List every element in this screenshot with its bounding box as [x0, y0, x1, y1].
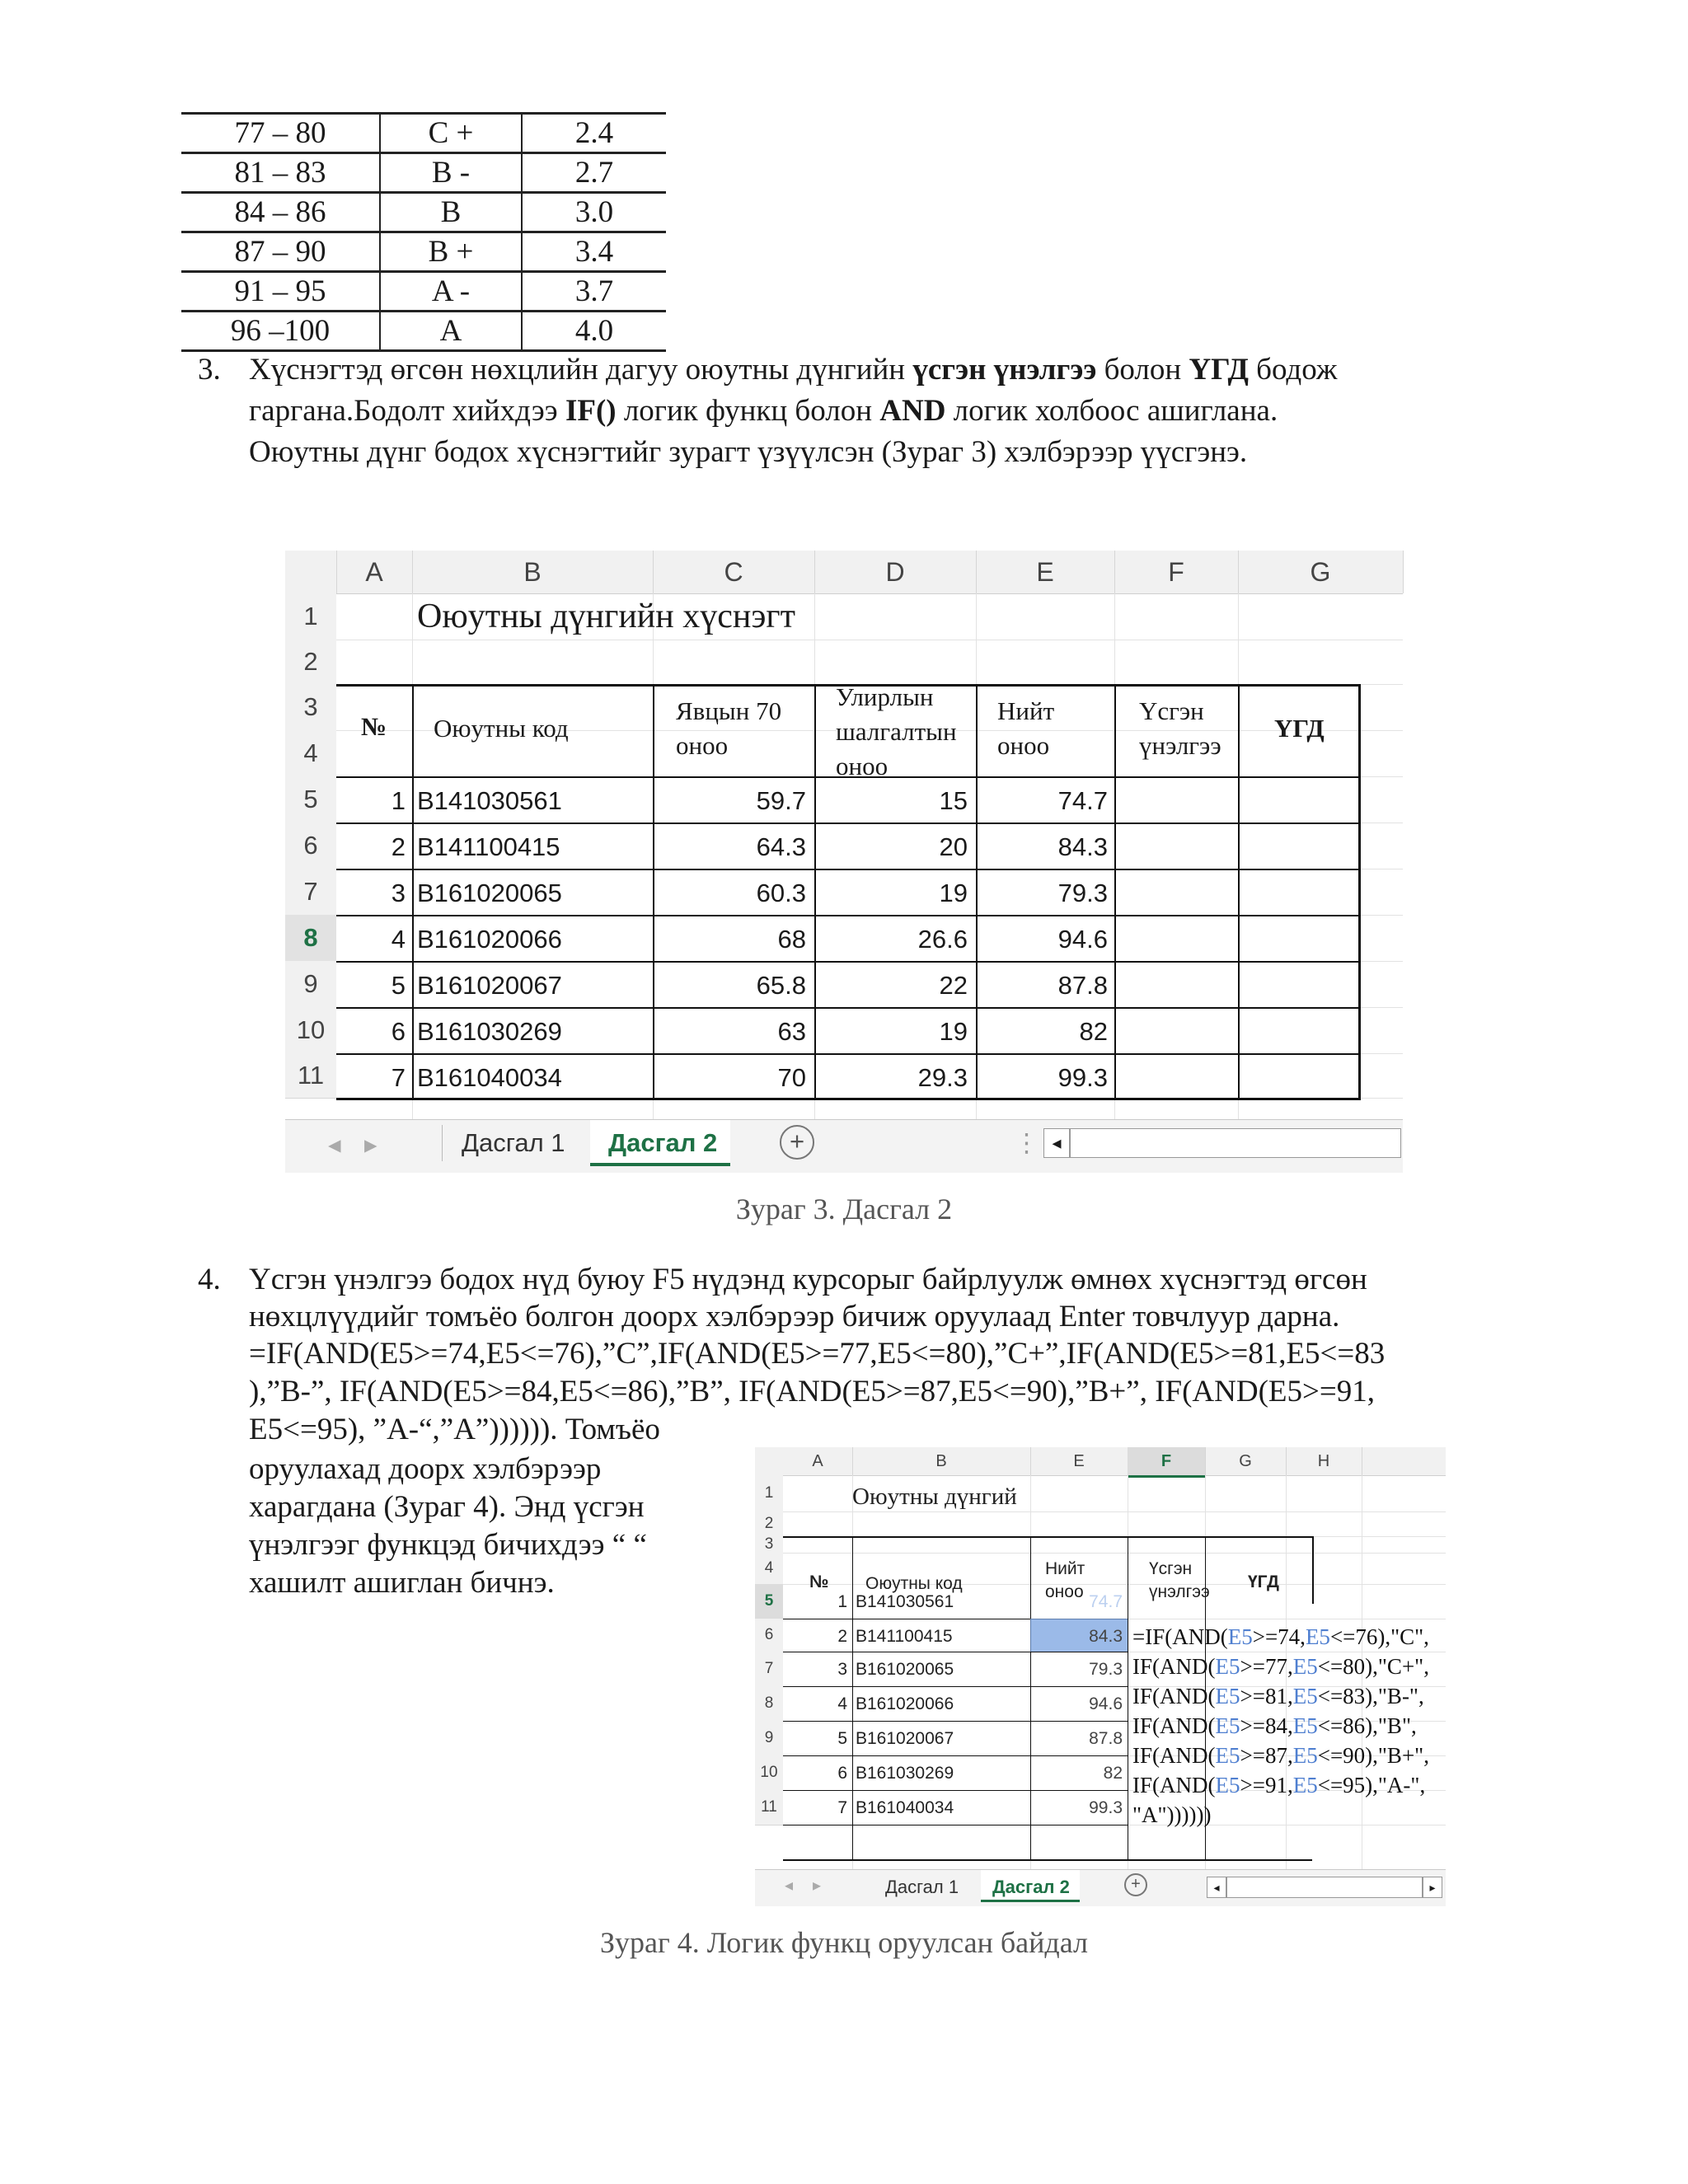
grade-cell: A: [380, 312, 522, 351]
formula-text: >=81,: [1240, 1684, 1293, 1708]
table-hline: [783, 1790, 1128, 1791]
cell-exam[interactable]: 29.3: [917, 1063, 968, 1092]
row-header-1[interactable]: 1: [285, 593, 336, 640]
row-header-4[interactable]: 4: [285, 730, 336, 777]
s2-header-code: Оюутны код: [865, 1574, 963, 1593]
cell-total[interactable]: 99.3: [1057, 1063, 1108, 1092]
cell-attendance[interactable]: 70: [777, 1063, 806, 1092]
grid-hline: [783, 1553, 1446, 1554]
grade-row: [181, 153, 666, 193]
cell-total[interactable]: 94.6: [1057, 925, 1108, 954]
column-header-e[interactable]: E: [1030, 1447, 1128, 1475]
cell-total[interactable]: 94.6: [1089, 1694, 1123, 1713]
formula-cell-ref: E5: [1215, 1743, 1240, 1768]
cell-total[interactable]: 79.3: [1057, 879, 1108, 907]
table-border-bottom: [783, 1859, 1312, 1861]
formula-text: >=74,: [1252, 1624, 1306, 1649]
grade-row: [181, 114, 666, 153]
formula-text: IF(AND(: [1132, 1713, 1216, 1738]
cell-exam[interactable]: 20: [939, 832, 968, 861]
grade-row: [181, 312, 666, 351]
item4-line3: =IF(AND(E5>=74,E5<=76),”C”,IF(AND(E5>=77,E5<=80),”C+”,IF(AND(E5>=81,E5<=83: [249, 1337, 1386, 1371]
item4-line9: хашилт ашиглан бичнэ.: [249, 1566, 555, 1600]
item4-line4: ),”B-”, IF(AND(E5>=84,E5<=86),”B”, IF(AND(E5>=87,E5<=90),”B+”, IF(AND(E5>=91,: [249, 1375, 1376, 1408]
cell-number[interactable]: 5: [391, 971, 406, 1000]
grade-row: [181, 272, 666, 312]
cell-number[interactable]: 4: [837, 1694, 847, 1713]
row-header-8[interactable]: 8: [285, 915, 336, 962]
hscroll-left-icon[interactable]: ◂: [1043, 1128, 1070, 1158]
column-header-a[interactable]: A: [336, 551, 413, 593]
row-header-5[interactable]: 5: [285, 776, 336, 823]
formula-text: IF(AND(: [1132, 1654, 1216, 1679]
row-header-11[interactable]: 11: [755, 1790, 783, 1825]
formula-line: [1132, 1622, 1429, 1652]
item4-line8: үнэлгээг функцэд бичихдээ “ “: [249, 1528, 647, 1562]
row-header-10[interactable]: 10: [755, 1755, 783, 1791]
cell-total[interactable]: 74.7: [1089, 1592, 1123, 1611]
cell-number[interactable]: 6: [837, 1764, 847, 1783]
cell-total[interactable]: 99.3: [1089, 1798, 1123, 1817]
header-exam-3: оноо: [836, 752, 889, 780]
cell-number[interactable]: 3: [391, 879, 406, 907]
grade-cell: A -: [380, 272, 522, 312]
formula-line: [1132, 1741, 1429, 1770]
row-header-3[interactable]: 3: [285, 684, 336, 731]
header-attendance: Явцын 70 оноо: [676, 696, 782, 760]
cell-exam[interactable]: 15: [939, 786, 968, 815]
table-hline: [336, 1007, 1358, 1009]
cell-number[interactable]: 2: [837, 1627, 847, 1646]
column-header-g[interactable]: G: [1205, 1447, 1287, 1475]
item4-line2: нөхцлүүдийг томъёо болгон доорх хэлбэрээр бичиж оруулаад Enter товчлуур дарна.: [249, 1300, 1340, 1333]
figure4-spreadsheet: [755, 1447, 1446, 1909]
grade-cell: 87 – 90: [181, 232, 380, 272]
cell-total[interactable]: 82: [1079, 1017, 1108, 1046]
column-header-a[interactable]: A: [783, 1447, 853, 1475]
table-hline: [783, 1686, 1128, 1687]
table-hline: [336, 1053, 1358, 1055]
row-header-2[interactable]: 2: [285, 640, 336, 685]
column-header-f[interactable]: F: [1114, 551, 1239, 593]
cell-number[interactable]: 1: [391, 786, 406, 815]
formula-line: [1132, 1652, 1429, 1681]
formula-text: IF(AND(: [1132, 1773, 1216, 1797]
formula-text: IF(AND(: [1132, 1684, 1216, 1708]
grade-scale-table: [181, 112, 666, 352]
formula-cell-ref: E5: [1227, 1624, 1253, 1649]
item3-number: 3.: [198, 353, 221, 387]
cell-student-code[interactable]: B141030561: [856, 1592, 954, 1611]
formula-cell-ref: E5: [1215, 1773, 1240, 1797]
scroll-left-icon[interactable]: ◂: [328, 1130, 341, 1159]
cell-attendance[interactable]: 64.3: [756, 832, 806, 861]
cell-number[interactable]: 4: [391, 925, 406, 954]
cell-exam[interactable]: 22: [939, 971, 968, 1000]
cell-student-code[interactable]: B141100415: [856, 1627, 953, 1646]
cell-number[interactable]: 6: [391, 1017, 406, 1046]
header-gpa: ҮГД: [1274, 714, 1325, 743]
formula-text: "A")))))): [1132, 1802, 1212, 1827]
grade-cell: B +: [380, 232, 522, 272]
formula-cell-ref: E5: [1215, 1713, 1240, 1738]
grade-cell: 3.0: [522, 193, 666, 232]
add-sheet-icon[interactable]: +: [780, 1125, 814, 1160]
cell-student-code[interactable]: B161020067: [417, 971, 562, 1000]
cell-student-code[interactable]: B161040034: [856, 1798, 954, 1817]
s2-scroll-left-icon[interactable]: ◂: [785, 1877, 794, 1895]
cell-student-code[interactable]: B141030561: [417, 786, 562, 815]
cell-attendance[interactable]: 60.3: [756, 879, 806, 907]
formula-line: [1132, 1800, 1212, 1830]
grid-hline: [783, 1511, 1446, 1512]
formula-text: <=95),"A-",: [1317, 1773, 1426, 1797]
item4-line1: Үсгэн үнэлгээ бодох нүд буюу F5 нүдэнд курсорыг байрлуулж өмнөх хүснэгтэд өгсөн: [249, 1263, 1367, 1296]
formula-text: >=77,: [1240, 1654, 1293, 1679]
tab-dasgal-2[interactable]: Дасгал 2: [608, 1128, 718, 1157]
item4-line5: E5<=95), ”A-“,”A”)))))). Томъёо: [249, 1413, 660, 1446]
column-header-c[interactable]: C: [653, 551, 815, 593]
grade-cell: B -: [380, 153, 522, 193]
row-header-5[interactable]: 5: [755, 1584, 783, 1619]
row-header-8[interactable]: 8: [755, 1686, 783, 1722]
row-header-7[interactable]: 7: [285, 869, 336, 916]
formula-text: =IF(AND(: [1132, 1624, 1228, 1649]
grade-cell: 77 – 80: [181, 114, 380, 153]
grade-cell: C +: [380, 114, 522, 153]
column-header-g[interactable]: G: [1238, 551, 1404, 593]
column-header-d[interactable]: D: [814, 551, 977, 593]
header-total: Нийт оноо: [997, 696, 1055, 760]
s2-header-gpa: ҮГД: [1248, 1572, 1280, 1591]
s2-tab-dasgal-2[interactable]: Дасгал 2: [992, 1877, 1070, 1897]
table-border-right: [1312, 1536, 1314, 1604]
formula-text: >=87,: [1240, 1743, 1293, 1768]
table-hline: [336, 961, 1358, 963]
cell-exam[interactable]: 19: [939, 1017, 968, 1046]
s2-scroll-right-icon[interactable]: ▸: [813, 1877, 822, 1895]
cell-student-code[interactable]: B161020066: [856, 1694, 954, 1713]
cell-number[interactable]: 5: [837, 1729, 847, 1748]
cell-total[interactable]: 74.7: [1057, 786, 1108, 815]
item3-line3: Оюутны дүнг бодох хүснэгтийг зурагт үзүүлсэн (Зураг 3) хэлбэрээр үүсгэнэ.: [249, 435, 1248, 469]
row-header-6[interactable]: 6: [285, 823, 336, 869]
sheet-title: Оюутны дүнгийн хүснэгт: [417, 598, 795, 635]
cell-attendance[interactable]: 65.8: [756, 971, 806, 1000]
cell-student-code[interactable]: B161020065: [856, 1660, 954, 1679]
s2-sheet-title: Оюутны дүнгий: [852, 1483, 1017, 1510]
cell-total[interactable]: 84.3: [1057, 832, 1108, 861]
formula-cell-ref: E5: [1292, 1773, 1318, 1797]
item4-line6: оруулахад доорх хэлбэрээр: [249, 1452, 602, 1486]
formula-text: <=80),"C+",: [1317, 1654, 1429, 1679]
cell-number[interactable]: 7: [837, 1798, 847, 1817]
scroll-right-icon[interactable]: ▸: [364, 1130, 377, 1159]
cell-student-code[interactable]: B161020067: [856, 1729, 954, 1748]
figure4-caption: Зураг 4. Логик функц оруулсан байдал: [600, 1926, 1088, 1959]
table-border-bottom: [336, 1098, 1358, 1100]
table-hline: [336, 823, 1358, 824]
grade-cell: 81 – 83: [181, 153, 380, 193]
cell-number[interactable]: 7: [391, 1063, 406, 1092]
grade-cell: 2.7: [522, 153, 666, 193]
figure3-spreadsheet: [285, 551, 1403, 1172]
row-header-4[interactable]: 4: [755, 1553, 783, 1585]
grade-row: [181, 232, 666, 272]
header-no: №: [361, 712, 387, 741]
grade-cell: 3.4: [522, 232, 666, 272]
formula-text: >=84,: [1240, 1713, 1293, 1738]
s2-add-sheet-icon[interactable]: +: [1124, 1873, 1147, 1896]
cell-total[interactable]: 87.8: [1057, 971, 1108, 1000]
s2-header-total-2: оноо: [1045, 1582, 1084, 1601]
formula-text: IF(AND(: [1132, 1743, 1216, 1768]
formula-cell-ref: E5: [1292, 1743, 1318, 1768]
cell-exam[interactable]: 26.6: [917, 925, 968, 954]
row-header-9[interactable]: 9: [285, 961, 336, 1008]
grade-cell: 91 – 95: [181, 272, 380, 312]
row-header-10[interactable]: 10: [285, 1007, 336, 1054]
formula-line: [1132, 1711, 1417, 1741]
cell-total[interactable]: 82: [1103, 1764, 1123, 1783]
table-hline: [336, 869, 1358, 870]
cell-attendance[interactable]: 68: [777, 925, 806, 954]
cell-number[interactable]: 2: [391, 832, 406, 861]
split-handle-icon[interactable]: ⋮: [1014, 1128, 1039, 1157]
cell-exam[interactable]: 19: [939, 879, 968, 907]
formula-text: >=91,: [1240, 1773, 1293, 1797]
tab-divider: [442, 1125, 443, 1161]
row-header-3[interactable]: 3: [755, 1536, 783, 1554]
table-border-top: [783, 1536, 1312, 1538]
item3-line1: Хүснэгтэд өгсөн нөхцлийн дагуу оюутны дүнгийн үсгэн үнэлгээ болон ҮГД бодож: [249, 353, 1338, 387]
row-header-7[interactable]: 7: [755, 1652, 783, 1687]
header-exam-1: Улирлын: [836, 682, 934, 711]
cell-total[interactable]: 79.3: [1089, 1660, 1123, 1679]
row-header-9[interactable]: 9: [755, 1721, 783, 1756]
select-all-corner[interactable]: [285, 551, 337, 593]
grade-cell: 84 – 86: [181, 193, 380, 232]
grade-cell: B: [380, 193, 522, 232]
formula-line: [1132, 1681, 1424, 1711]
column-header-f[interactable]: F: [1128, 1447, 1206, 1478]
item4-line7: харагдана (Зураг 4). Энд үсгэн: [249, 1490, 645, 1524]
formula-line: [1132, 1770, 1425, 1800]
table-hline: [783, 1721, 1128, 1722]
item3-line2: гаргана.Бодолт хийхдээ IF() логик функц болон AND логик холбоос ашиглана.: [249, 394, 1278, 428]
figure3-caption: Зураг 3. Дасгал 2: [735, 1193, 953, 1226]
cell-student-code[interactable]: B161030269: [856, 1764, 954, 1783]
header-exam-2: шалгалтын: [836, 717, 957, 746]
column-header-e[interactable]: E: [976, 551, 1115, 593]
row-header-2[interactable]: 2: [755, 1511, 783, 1537]
row-header-11[interactable]: 11: [285, 1053, 336, 1099]
formula-text: <=86),"B",: [1317, 1713, 1417, 1738]
header-code: Оюутны код: [434, 714, 569, 743]
formula-cell-ref: E5: [1292, 1713, 1318, 1738]
s2-sheet-tab-bar: [755, 1869, 1446, 1906]
formula-cell-ref: E5: [1292, 1684, 1318, 1708]
formula-cell-ref: E5: [1305, 1624, 1330, 1649]
grade-cell: 4.0: [522, 312, 666, 351]
formula-cell-ref: E5: [1292, 1654, 1318, 1679]
grade-cell: 2.4: [522, 114, 666, 153]
grade-cell: 96 –100: [181, 312, 380, 351]
cell-number[interactable]: 3: [837, 1660, 847, 1679]
grade-cell: 3.7: [522, 272, 666, 312]
cell-student-code[interactable]: B141100415: [417, 832, 560, 861]
horizontal-scrollbar[interactable]: [1070, 1128, 1401, 1158]
cell-total[interactable]: 87.8: [1089, 1729, 1123, 1748]
sheet-tab-bar: [285, 1119, 1403, 1173]
s2-hscroll-right-icon[interactable]: ▸: [1423, 1877, 1442, 1898]
formula-text: <=83),"B-",: [1317, 1684, 1424, 1708]
s2-header-letter-2: үнэлгээ: [1149, 1582, 1210, 1601]
cell-student-code[interactable]: B161020066: [417, 925, 562, 954]
cell-student-code[interactable]: B161020065: [417, 879, 562, 907]
s2-hscroll-left-icon[interactable]: ◂: [1207, 1877, 1226, 1898]
s2-header-letter-1: Үсгэн: [1149, 1559, 1193, 1578]
cell-total[interactable]: 84.3: [1089, 1627, 1123, 1646]
table-vline: [1114, 684, 1116, 1098]
table-vline: [852, 1536, 853, 1859]
table-hline: [783, 1755, 1128, 1756]
s2-header-no: №: [809, 1572, 829, 1591]
grade-row: [181, 193, 666, 232]
cell-student-code[interactable]: B161030269: [417, 1017, 562, 1046]
s2-header-total-1: Нийт: [1045, 1559, 1085, 1578]
table-vline: [412, 684, 414, 1098]
table-hline: [336, 915, 1358, 916]
header-letter-grade: Үсгэн үнэлгээ: [1139, 696, 1221, 760]
cell-number[interactable]: 1: [837, 1592, 847, 1611]
row-header-1[interactable]: 1: [755, 1475, 783, 1512]
row-header-6[interactable]: 6: [755, 1619, 783, 1652]
cell-attendance[interactable]: 63: [777, 1017, 806, 1046]
table-border-right: [1358, 684, 1361, 1100]
column-header-b[interactable]: B: [852, 1447, 1031, 1475]
tab-dasgal-1[interactable]: Дасгал 1: [462, 1128, 565, 1157]
item4-number: 4.: [198, 1263, 221, 1296]
s2-horizontal-scrollbar[interactable]: [1226, 1877, 1423, 1898]
column-header-b[interactable]: B: [412, 551, 654, 593]
cell-student-code[interactable]: B161040034: [417, 1063, 562, 1092]
cell-attendance[interactable]: 59.7: [756, 786, 806, 815]
formula-cell-ref: E5: [1215, 1684, 1240, 1708]
s2-tab-dasgal-1[interactable]: Дасгал 1: [885, 1877, 959, 1897]
formula-text: <=90),"B+",: [1317, 1743, 1429, 1768]
column-header-h[interactable]: H: [1286, 1447, 1362, 1475]
formula-cell-ref: E5: [1215, 1654, 1240, 1679]
formula-text: <=76),"C",: [1329, 1624, 1429, 1649]
